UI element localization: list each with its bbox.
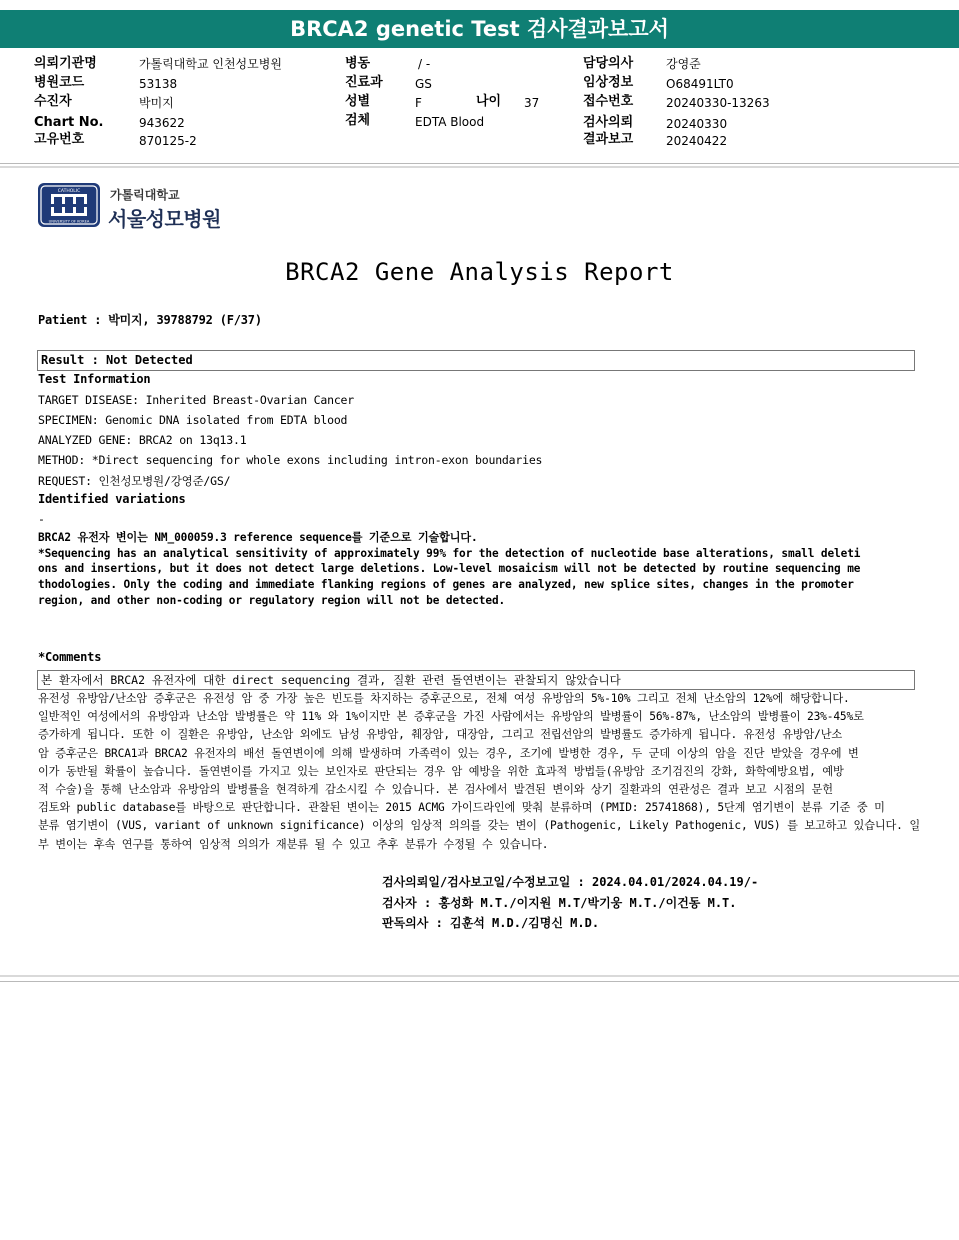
comment-line: 분류 염기변이 (VUS, variant of unknown significance) 이상의 임상적 의의를 갖는 변이 (Pathogenic, Likely Pathogenic, VUS) 를 보고하고 있습니다. 일 [38,819,920,833]
logo-university-name: 가톨릭대학교 [110,188,180,202]
report-title: BRCA2 Gene Analysis Report [285,258,674,286]
hospital-code-label: 병원코드 [34,75,85,90]
patient-line: Patient : 박미지, 39788792 (F/37) [38,313,262,327]
comment-line: 유전성 유방암/난소암 증후군은 유전성 암 중 가장 높은 빈도를 차지하는 증후군으로, 전체 여성 유방암의 5%-10% 그리고 전체 난소암의 12%에 해당합니다. [38,692,850,705]
svg-text:UNIVERSITY OF KOREA: UNIVERSITY OF KOREA [48,219,90,224]
doctor-value: 강영준 [666,57,701,71]
examiners: 검사자 : 홍성화 M.T./이지원 M.T/박기웅 M.T./이건동 M.T. [382,896,737,910]
report-title-bar: BRCA2 genetic Test 검사결과보고서 [0,10,959,48]
notice-line: region, and other non-coding or regulatory region will not be detected. [38,593,506,607]
sex-label: 성별 [345,94,371,109]
clinical-info-label: 임상정보 [583,75,634,90]
comment-line: 이가 동반될 확률이 높습니다. 돌연변이를 가지고 있는 보인자로 판단되는 경우 암 예방을 위한 효과적 방법들(유방암 조기검진의 강화, 화학예방요법, 예방 [38,764,844,778]
clinical-info-value: O68491LT0 [666,77,734,91]
hospital-seal-icon [37,182,101,228]
reading-physicians: 판독의사 : 김훈석 M.D./김명신 M.D. [382,916,600,930]
identified-variations-heading: Identified variations [38,492,186,506]
logo-hospital-name: 서울성모병원 [108,207,221,231]
dept-value: GS [415,77,432,91]
test-info-heading: Test Information [38,372,151,386]
age-value: 37 [524,96,540,110]
comment-line: 증가하게 됩니다. 또한 이 질환은 유방암, 난소암 외에도 남성 유방암, 췌장암, 대장암, 그리고 전립선암의 발병률도 증가하게 됩니다. 유전성 유방암/난소 [38,728,843,742]
unique-no-label: 고유번호 [34,132,85,147]
receipt-no-label: 접수번호 [583,94,634,109]
header-divider [0,163,959,164]
request-line: REQUEST: 인천성모병원/강영준/GS/ [38,474,231,488]
ward-value: / - [418,57,431,71]
result-box: Result : Not Detected [37,350,915,371]
comment-line: 암 증후군은 BRCA1과 BRCA2 유전자의 배선 돌연변이에 의해 발생하며 가족력이 있는 경우, 조기에 발병한 경우, 두 군데 이상의 암을 진단 받았을 경우에 변 [38,746,859,760]
analyzed-gene: ANALYZED GENE: BRCA2 on 13q13.1 [38,433,247,447]
footer-divider [0,975,959,977]
comment-summary-box: 본 환자에서 BRCA2 유전자에 대한 direct sequencing 결과, 질환 관련 돌연변이는 관찰되지 않았습니다 [37,670,915,690]
comments-heading: *Comments [38,650,102,664]
specimen-value: EDTA Blood [415,115,485,129]
doctor-label: 담당의사 [583,56,634,71]
report-date-label: 결과보고 [583,132,634,147]
recipient-value: 박미지 [139,96,174,110]
recipient-label: 수진자 [34,94,72,109]
sequencing-notice [38,530,918,608]
header-divider-shadow [0,166,959,168]
comment-line: 적 수술)을 통해 난소암과 유방암의 발병률을 현격하게 감소시킬 수 있습니다. 본 검사에서 발견된 변이와 상기 질환과의 연관성은 결과 보고 시점의 문헌 [38,782,833,796]
chart-no-value: 943622 [139,116,185,130]
report-dates: 검사의뢰일/검사보고일/수정보고일 : 2024.04.01/2024.04.19/- [382,875,759,889]
comment-line: 부 변이는 후속 연구를 통하여 임상적 의의가 재분류 될 수 있고 추후 분류가 수정될 수 있습니다. [38,837,549,851]
institution-label: 의뢰기관명 [34,56,97,71]
institution-value: 가톨릭대학교 인천성모병원 [139,57,282,71]
sex-value: F [415,96,422,110]
comment-line: 검토와 public database를 바탕으로 판단합니다. 관찰된 변이는 2015 ACMG 가이드라인에 맞춰 분류하며 (PMID: 25741868), 5단계 염기변이 분류 기준 중 미 [38,801,885,815]
notice-line: thodologies. Only the coding and immediate flanking regions of genes are analyzed, new splice sites, changes in the promoter [38,578,854,592]
receipt-no-value: 20240330-13263 [666,96,770,110]
method-line: METHOD: *Direct sequencing for whole exons including intron-exon boundaries [38,453,543,467]
comment-body [38,690,918,854]
notice-line: *Sequencing has an analytical sensitivity of approximately 99% for the detection of nucleotide base alterations, small deleti [38,546,861,560]
specimen-label: 검체 [345,113,371,128]
unique-no-value: 870125-2 [139,134,197,148]
specimen-line: SPECIMEN: Genomic DNA isolated from EDTA blood [38,413,348,427]
svg-text:CATHOLIC: CATHOLIC [57,189,81,194]
chart-no-label: Chart No. [34,115,104,130]
target-disease: TARGET DISEASE: Inherited Breast-Ovarian Cancer [38,393,355,407]
identified-variations-value: - [38,512,45,526]
comment-line: 일반적인 여성에서의 유방암과 난소암 발병률은 약 11% 와 1%이지만 본 증후군을 가진 사람에서는 유방암의 발병률이 56%-87%, 난소암의 발병률이 23%-45%로 [38,710,864,724]
notice-line: ons and insertions, but it does not detect large deletions. Low-level mosaicism will not be detected by routine sequencing me [38,562,861,576]
notice-line: BRCA2 유전자 변이는 NM_000059.3 reference sequence를 기준으로 기술합니다. [38,531,478,544]
footer-divider-line [0,981,959,982]
dept-label: 진료과 [345,75,383,90]
report-date-value: 20240422 [666,134,728,148]
request-date-value: 20240330 [666,117,728,131]
ward-label: 병동 [345,56,371,71]
hospital-code-value: 53138 [139,77,178,91]
age-label: 나이 [476,94,502,109]
request-date-label: 검사의뢰 [583,115,634,130]
